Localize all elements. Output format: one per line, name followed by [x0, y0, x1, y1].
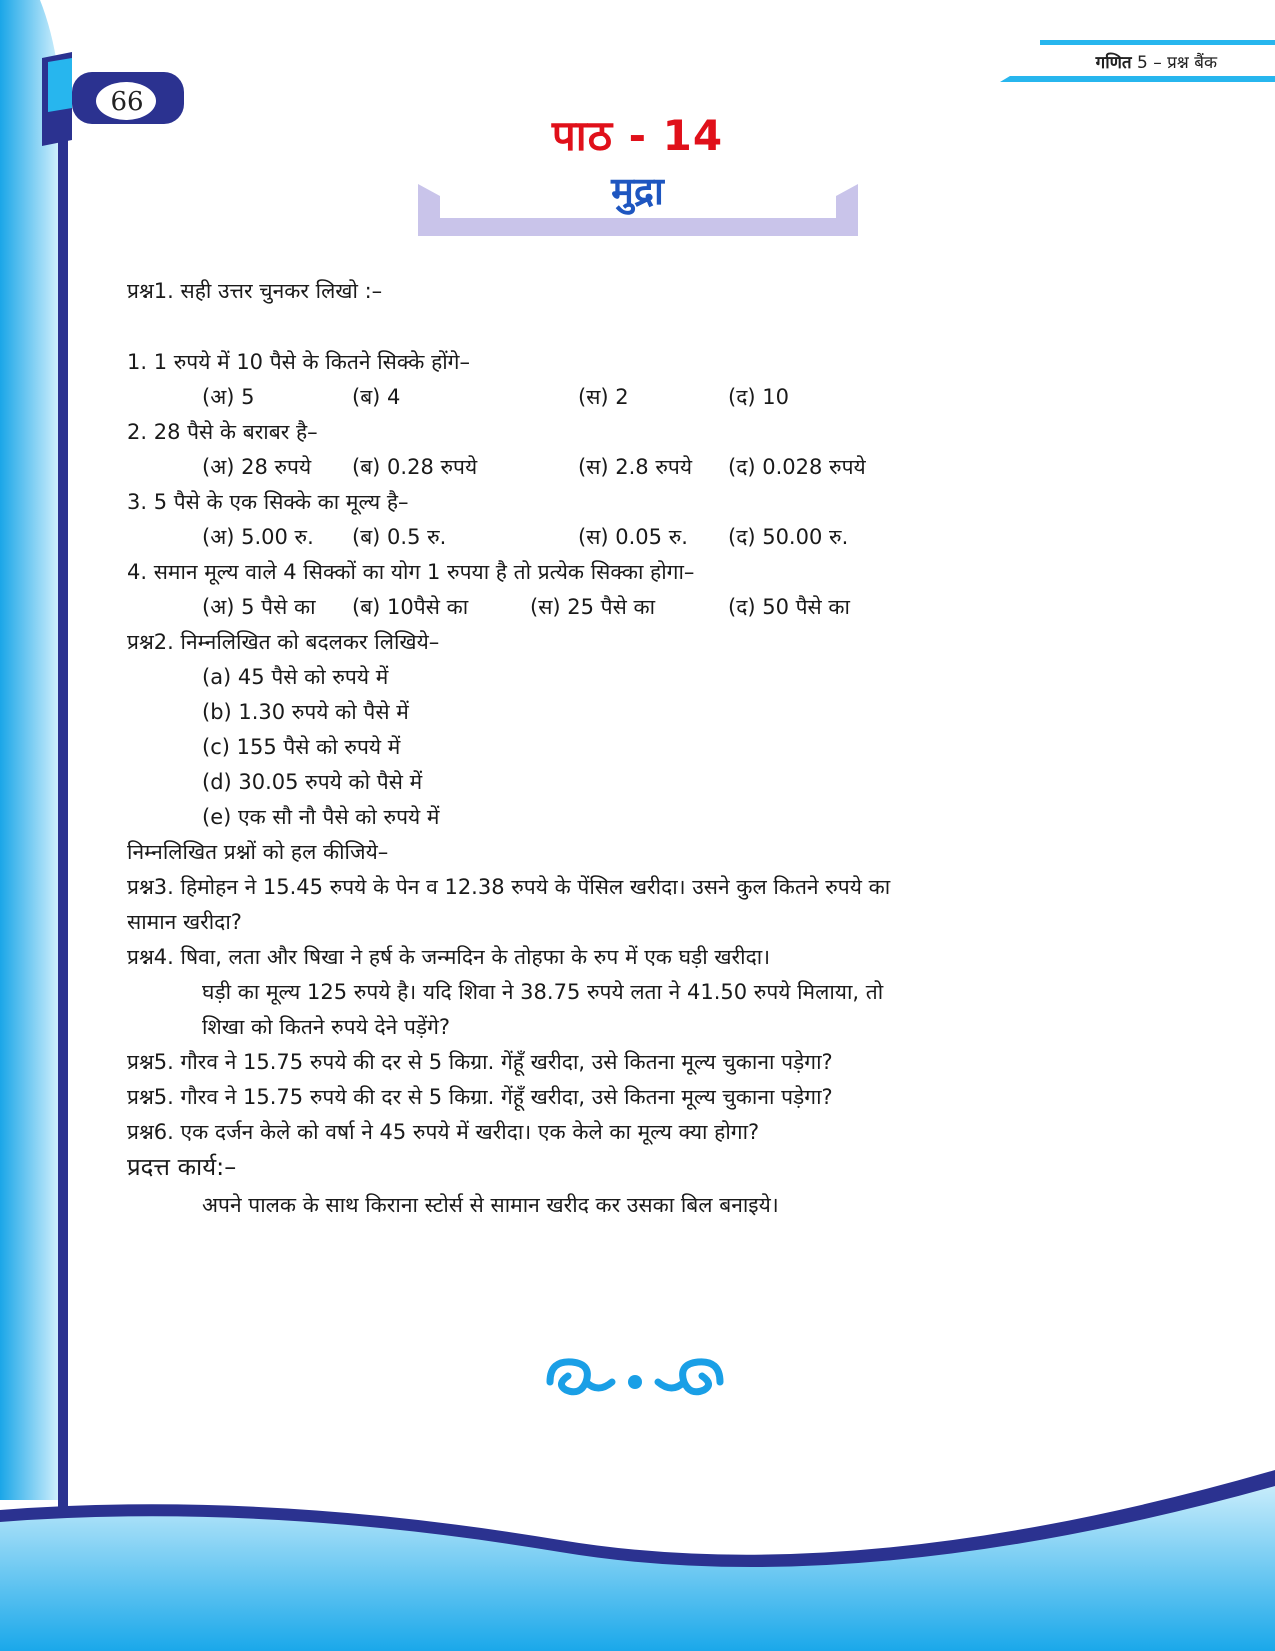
convert-item-b: (b) 1.30 रुपये को पैसे में: [202, 700, 409, 724]
q2-option-b: (ब) 0.28 रुपये: [352, 455, 478, 479]
question5-a: प्रश्न5. गौरव ने 15.75 रुपये की दर से 5 किग्रा. गेंहूँ खरीदा, उसे कितना मूल्य चुकाना पड़ेगा?: [127, 1050, 833, 1074]
question3-line1: प्रश्न3. हिमोहन ने 15.45 रुपये के पेन व 12.38 रुपये के पेंसिल खरीदा। उसने कुल कितने रुपये का: [127, 875, 891, 899]
navy-bar: [58, 110, 68, 1510]
activity-heading: प्रदत्त कार्य:–: [127, 1153, 237, 1181]
chapter-title: मुद्रा: [611, 169, 664, 213]
question4-line2: घड़ी का मूल्य 125 रुपये है। यदि शिवा ने 38.75 रुपये लता ने 41.50 रुपये मिलाया, तो: [202, 980, 884, 1004]
question4-line1: प्रश्न4. षिवा, लता और षिखा ने हर्ष के जन्मदिन के तोहफा के रुप में एक घड़ी खरीदा।: [127, 945, 771, 969]
running-header: [1096, 50, 1217, 73]
activity-text: अपने पालक के साथ किराना स्टोर्स से सामान खरीद कर उसका बिल बनाइये।: [202, 1193, 779, 1217]
ornament-icon: [540, 1352, 730, 1402]
question3-line2: सामान खरीदा?: [127, 910, 242, 934]
q2-option-c: (स) 2.8 रुपये: [578, 455, 692, 479]
q4-option-b: (ब) 10पैसे का: [352, 595, 469, 619]
header-subject: गणित: [1095, 53, 1132, 73]
chapter-number: पाठ - 14: [551, 111, 724, 160]
q1-option-a: (अ) 5: [202, 385, 255, 409]
q3-option-c: (स) 0.05 रु.: [578, 525, 688, 549]
q4-option-d: (द) 50 पैसे का: [728, 595, 850, 619]
header-line-top: [1040, 40, 1275, 45]
q1-option-d: (द) 10: [728, 385, 789, 409]
question-1: 1. 1 रुपये में 10 पैसे के कितने सिक्के होंगे–: [127, 350, 470, 374]
section2-heading: प्रश्न2. निम्नलिखित को बदलकर लिखिये–: [127, 630, 440, 654]
solve-heading: निम्नलिखित प्रश्नों को हल कीजिये–: [127, 840, 389, 864]
question6: प्रश्न6. एक दर्जन केले को वर्षा ने 45 रुपये में खरीदा। एक केले का मूल्य क्या होगा?: [127, 1120, 760, 1144]
q1-option-c: (स) 2: [578, 385, 629, 409]
q3-option-d: (द) 50.00 रु.: [728, 525, 849, 549]
header-rest: 5 – प्रश्न बैंक: [1137, 53, 1217, 73]
q3-option-b: (ब) 0.5 रु.: [352, 525, 447, 549]
question4-line3: शिखा को कितने रुपये देने पड़ेंगे?: [202, 1015, 451, 1039]
section1-heading: प्रश्न1. सही उत्तर चुनकर लिखो :–: [127, 279, 383, 303]
q3-option-a: (अ) 5.00 रु.: [202, 525, 314, 549]
convert-item-e: (e) एक सौ नौ पैसे को रुपये में: [202, 805, 440, 829]
q4-option-c: (स) 25 पैसे का: [530, 595, 656, 619]
question-2: 2. 28 पैसे के बराबर है–: [127, 420, 318, 444]
question-4: 4. समान मूल्य वाले 4 सिक्कों का योग 1 रुपया है तो प्रत्येक सिक्का होगा–: [127, 560, 695, 584]
question-3: 3. 5 पैसे के एक सिक्के का मूल्य है–: [127, 490, 409, 514]
question5-b: प्रश्न5. गौरव ने 15.75 रुपये की दर से 5 किग्रा. गेंहूँ खरीदा, उसे कितना मूल्य चुकाना पड़ेगा?: [127, 1085, 833, 1109]
convert-item-d: (d) 30.05 रुपये को पैसे में: [202, 770, 423, 794]
page-number: 66: [110, 87, 144, 117]
q2-option-a: (अ) 28 रुपये: [202, 455, 312, 479]
convert-item-c: (c) 155 पैसे को रुपये में: [202, 735, 401, 759]
header-line-bottom: [1000, 76, 1275, 82]
q2-option-d: (द) 0.028 रुपये: [728, 455, 866, 479]
q1-option-b: (ब) 4: [352, 385, 401, 409]
q4-option-a: (अ) 5 पैसे का: [202, 595, 316, 619]
left-band: [0, 0, 58, 1500]
convert-item-a: (a) 45 पैसे को रुपये में: [202, 665, 389, 689]
